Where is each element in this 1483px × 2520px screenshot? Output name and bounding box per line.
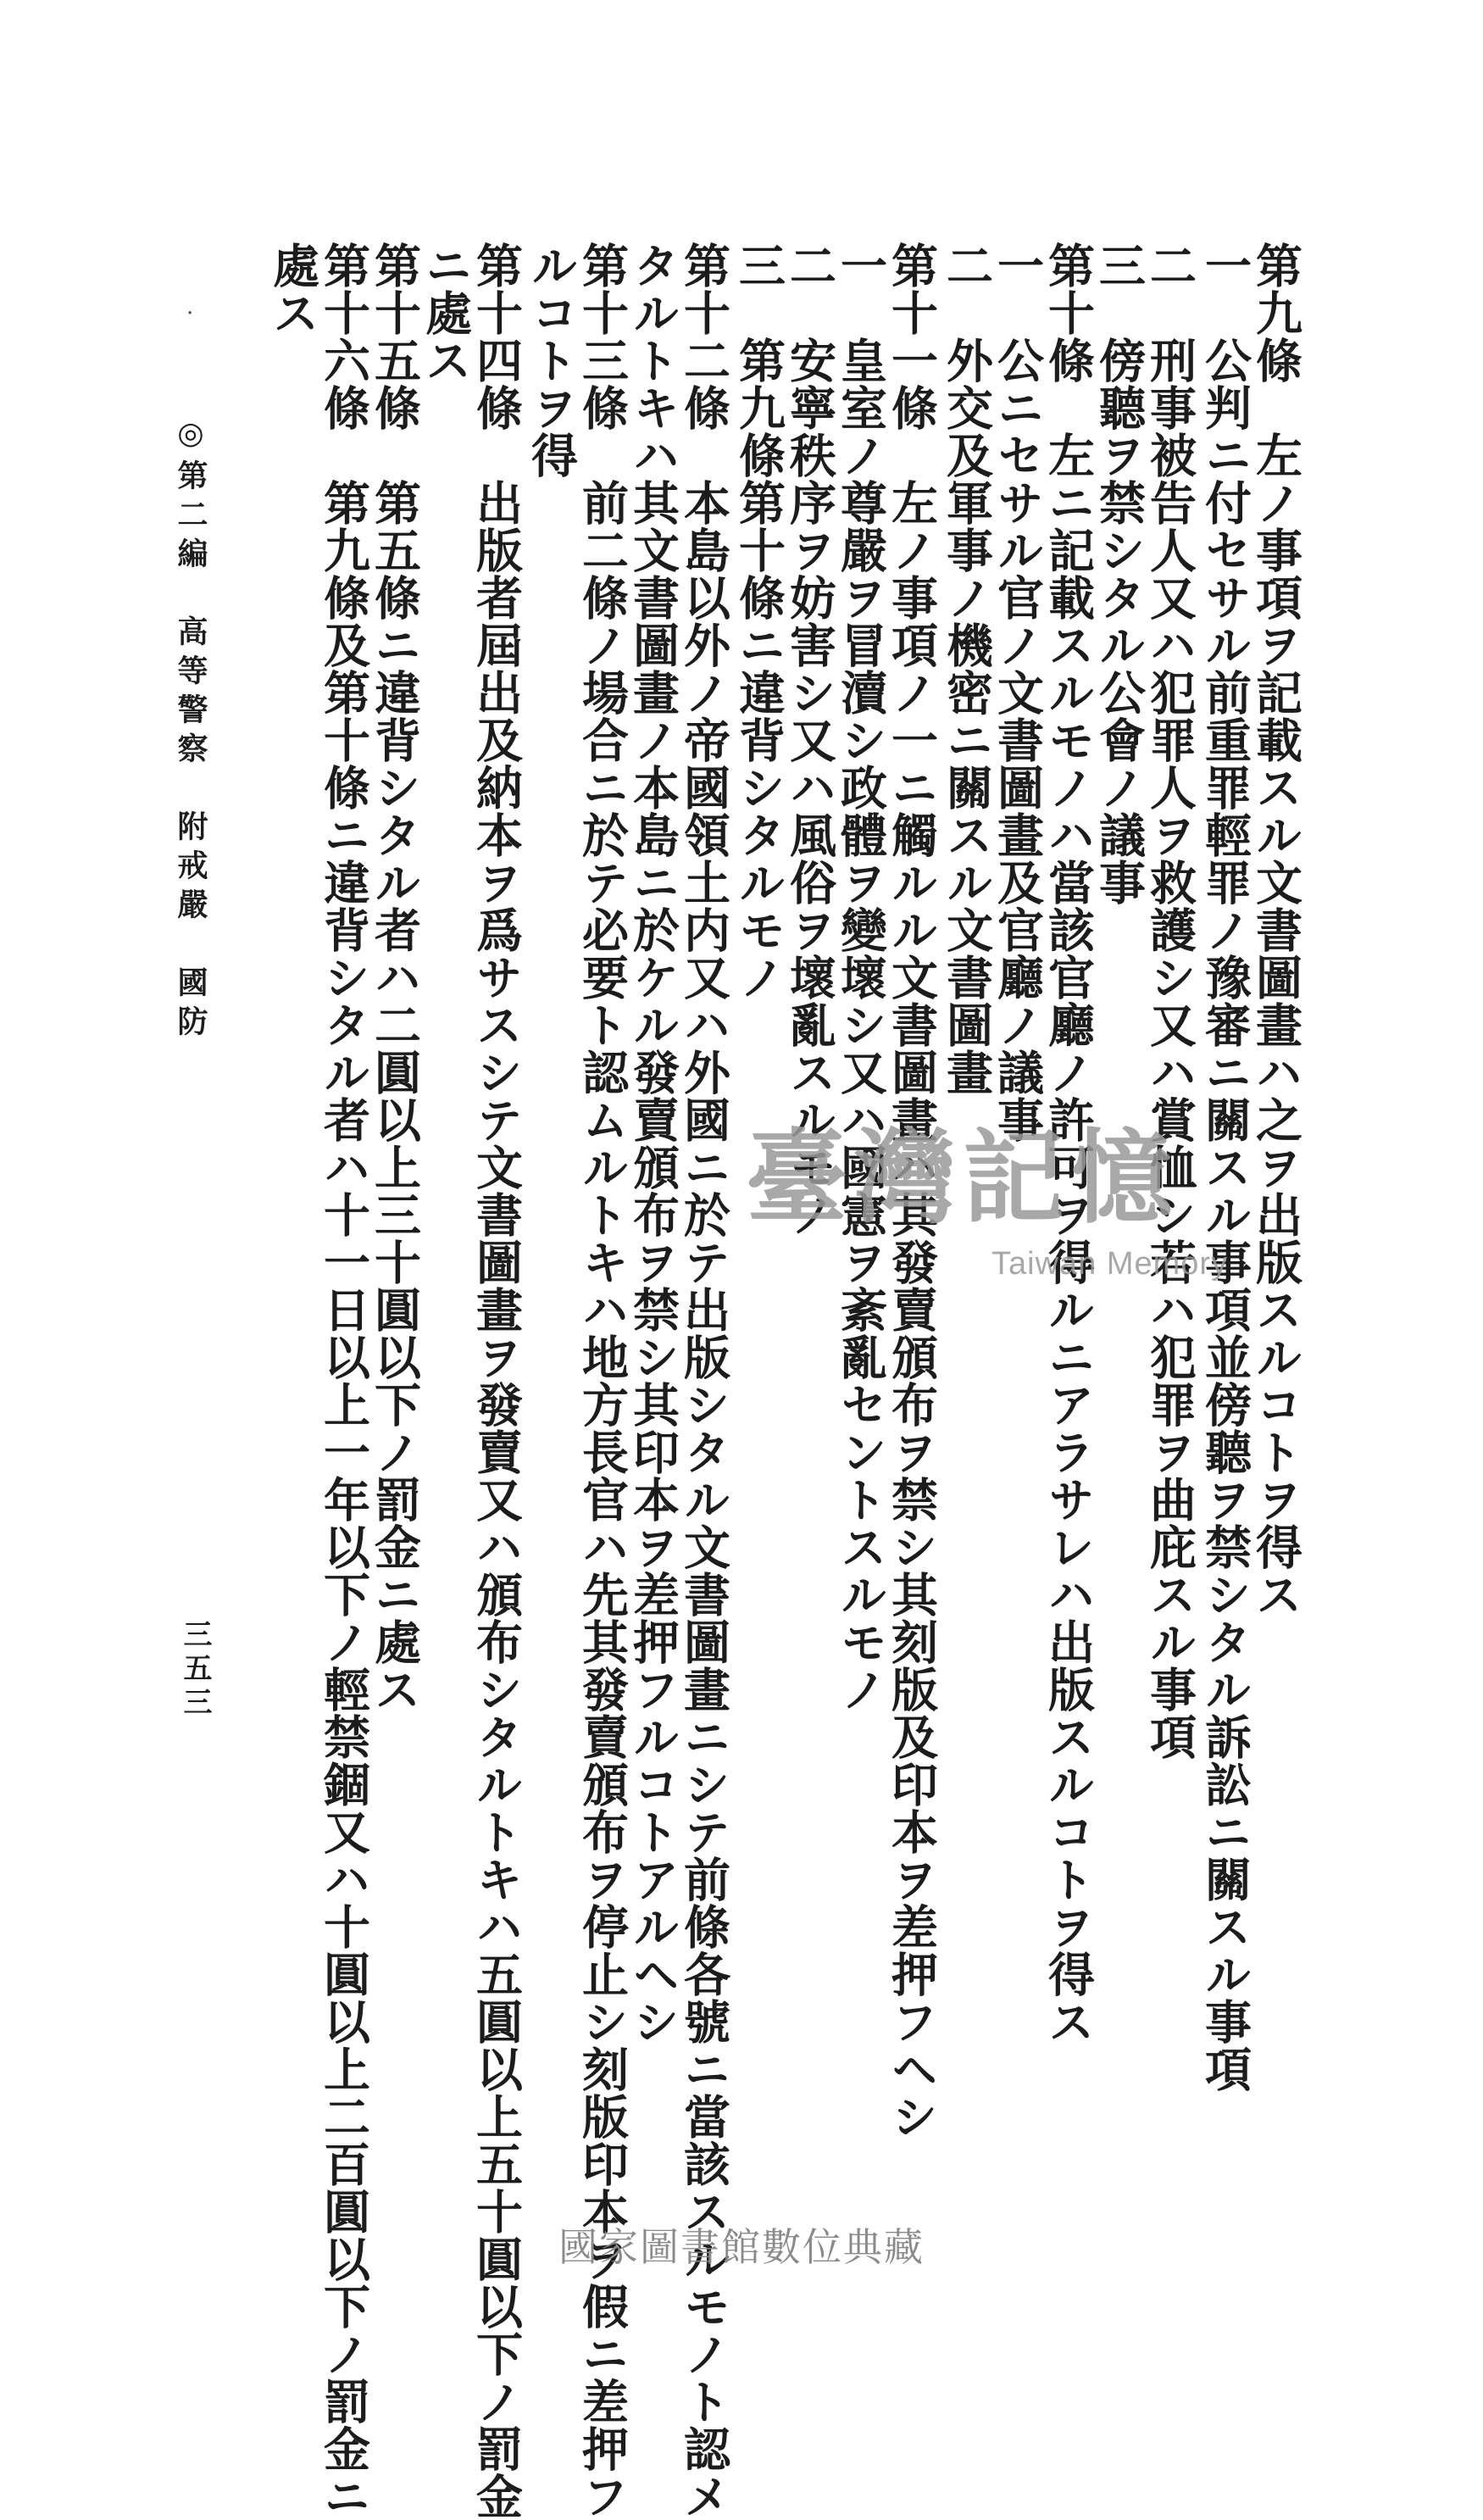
text-column: 第十六條 第九條及第十條ニ違背シタル者ハ十一日以上一年以下ノ輕禁錮又ハ十圓以上二百圓以下ノ罰金ニ <box>316 242 371 2520</box>
text-column: 二 外交及軍事ノ機密ニ關スル文書圖畫 <box>939 242 994 1096</box>
text-column: 處ス <box>265 242 320 337</box>
text-column: 二 刑事被告人又ハ犯罪人ヲ救護シ又ハ賞恤シ若ハ犯罪ヲ曲庇スル事項 <box>1142 242 1197 1761</box>
text-column: 第十一條 左ノ事項ノ一ニ觸ルル文書圖畫ハ其發賣頒布ヲ禁シ其刻版及印本ヲ差押フヘシ <box>884 242 939 2140</box>
running-footer: ◎第二編 高等警察 附戒嚴 國防 <box>173 415 208 1044</box>
page-number: 三五三 <box>178 1619 212 1721</box>
watermark-chinese: 臺灣記憶 <box>746 1118 1180 1238</box>
text-column: 二 安寧秩序ヲ妨害シ又ハ風俗ヲ壞亂スルモノ <box>782 242 837 1238</box>
library-caption: 國家圖書館數位典藏 <box>558 2224 925 2270</box>
text-column: 三 傍聽ヲ禁シタル公會ノ議事 <box>1091 242 1147 906</box>
text-column: ルコトヲ得 <box>524 242 579 479</box>
text-column: タルトキハ其文書圖畫ノ本島ニ於ケル發賣頒布ヲ禁シ其印本ヲ差押フルコトアルヘシ <box>625 242 680 2045</box>
text-column: 第十三條 前二條ノ場合ニ於テ必要ト認ムルトキハ地方長官ハ先其發賣頒布ヲ停止シ刻版印本ヲ假ニ差押フ <box>575 242 630 2520</box>
watermark-english: Taiwan Memory <box>991 1246 1229 1282</box>
text-column: 第十五條 第五條ニ違背シタル者ハ二圓以上三十圓以下ノ罰金ニ處ス <box>367 242 422 1713</box>
text-column: 一 皇室ノ尊嚴ヲ冒瀆シ政體ヲ變壞シ又ハ國憲ヲ紊亂セントスルモノ <box>833 242 888 1713</box>
text-column: 一 公ニセサル官ノ文書圖畫及官廳ノ議事 <box>990 242 1045 1143</box>
text-column: 第十二條 本島以外ノ帝國領土内又ハ外國ニ於テ出版シタル文書圖畫ニシテ前條各號ニ當該スルモノト認メ <box>676 242 731 2520</box>
text-column: 第九條 左ノ事項ヲ記載スル文書圖畫ハ之ヲ出版スルコトヲ得ス <box>1248 242 1303 1618</box>
text-column: 一 公判ニ付セサル前重罪輕罪ノ豫審ニ關スル事項並傍聽ヲ禁シタル訴訟ニ關スル事項 <box>1197 242 1252 2093</box>
text-column: ニ處ス <box>418 242 473 384</box>
watermark-logo <box>746 1119 1288 1288</box>
text-column: 第十四條 出版者屆出及納本ヲ爲サスシテ文書圖畫ヲ發賣又ハ頒布シタルトキハ五圓以上五十圓以下ノ罰金 <box>469 242 524 2520</box>
text-column: 三 第九條第十條ニ違背シタルモノ <box>731 242 786 1001</box>
margin-dot: · <box>186 301 194 326</box>
text-column: 第十條 左ニ記載スルモノハ當該官廳ノ許可ヲ得ルニアラサレハ出版スルコトヲ得ス <box>1041 242 1096 2045</box>
